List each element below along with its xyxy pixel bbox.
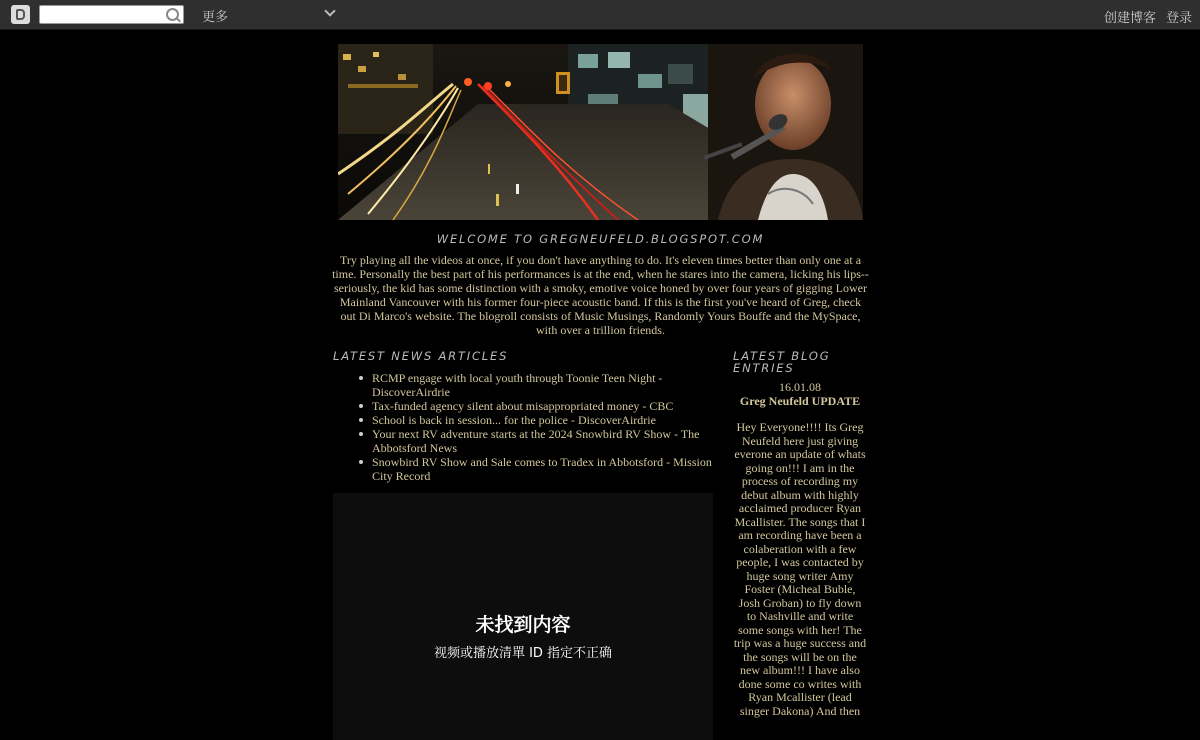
video-error-title: 未找到内容 xyxy=(475,614,571,636)
header-photo-illustration xyxy=(338,44,863,220)
more-menu-button[interactable]: 更多 xyxy=(202,9,229,24)
news-list xyxy=(333,371,713,483)
search-icon[interactable] xyxy=(166,8,179,21)
news-item[interactable]: Snowbird RV Show and Sale comes to Tradex in Abbotsford - Mission City Record xyxy=(372,455,712,483)
latest-news-heading: LATEST NEWS ARTICLES xyxy=(333,349,509,363)
news-item[interactable]: Tax-funded agency silent about misappropriated money - CBC xyxy=(372,399,713,413)
latest-blog-entries-heading: LATEST BLOG ENTRIES xyxy=(733,349,831,375)
post-title[interactable]: Greg Neufeld UPDATE xyxy=(739,394,861,408)
news-item[interactable]: RCMP engage with local youth through Toonie Teen Night - DiscoverAirdrie xyxy=(372,371,713,399)
news-item[interactable]: School is back in session... for the police - DiscoverAirdrie xyxy=(372,413,713,427)
video-embed[interactable] xyxy=(333,493,713,740)
header-image xyxy=(338,44,863,220)
chevron-down-icon[interactable] xyxy=(324,5,335,16)
post-date: 16.01.08 xyxy=(779,380,821,394)
navbar-search-box[interactable] xyxy=(39,5,184,24)
create-blog-link[interactable]: 创建博客 xyxy=(1104,10,1157,25)
news-item[interactable]: Your next RV adventure starts at the 2024 Snowbird RV Show - The Abbotsford News xyxy=(372,427,713,455)
blogger-navbar xyxy=(0,0,1200,30)
login-link[interactable]: 登录 xyxy=(1166,10,1193,25)
blogger-logo-icon[interactable] xyxy=(11,5,30,24)
blog-title: WELCOME TO GREGNEUFELD.BLOGSPOT.COM xyxy=(436,232,765,246)
blog-description: Try playing all the videos at once, if you don't have anything to do. It's eleven times better than only one at a time. Personally the best part of his performances is at the end, when he stares into the camera, licking his lips--seriously, the kid has some distinction with a smoky, emotive voice honed by over four years of gigging Lower Mainland Vancouver with his former four-piece acoustic band. If this is the first you've heard of Greg, check out Di Marco's website. The blogroll consists of Music Musings, Randomly Yours Bouffe and the MySpace, with over a trillion friends. xyxy=(332,253,869,337)
post-body: Hey Everyone!!!! Its Greg Neufeld here just giving everone an update of whats going on!!! I am in the process of recording my debut album with highly acclaimed producer Ryan Mcallister. The songs that I am recording have been a colaberation with a few people, I was contacted by huge song writer Amy Foster (Micheal Buble, Josh Groban) to fly down to Nashville and write some songs with her! The trip was a huge success and the songs will be on the new album!!! I have also done some co writes with Ryan Mcallister (lead singer Dakona) And then xyxy=(733,420,867,718)
search-input[interactable] xyxy=(43,7,167,24)
video-error-message: 视频或播放清單 ID 指定不正确 xyxy=(433,646,613,661)
